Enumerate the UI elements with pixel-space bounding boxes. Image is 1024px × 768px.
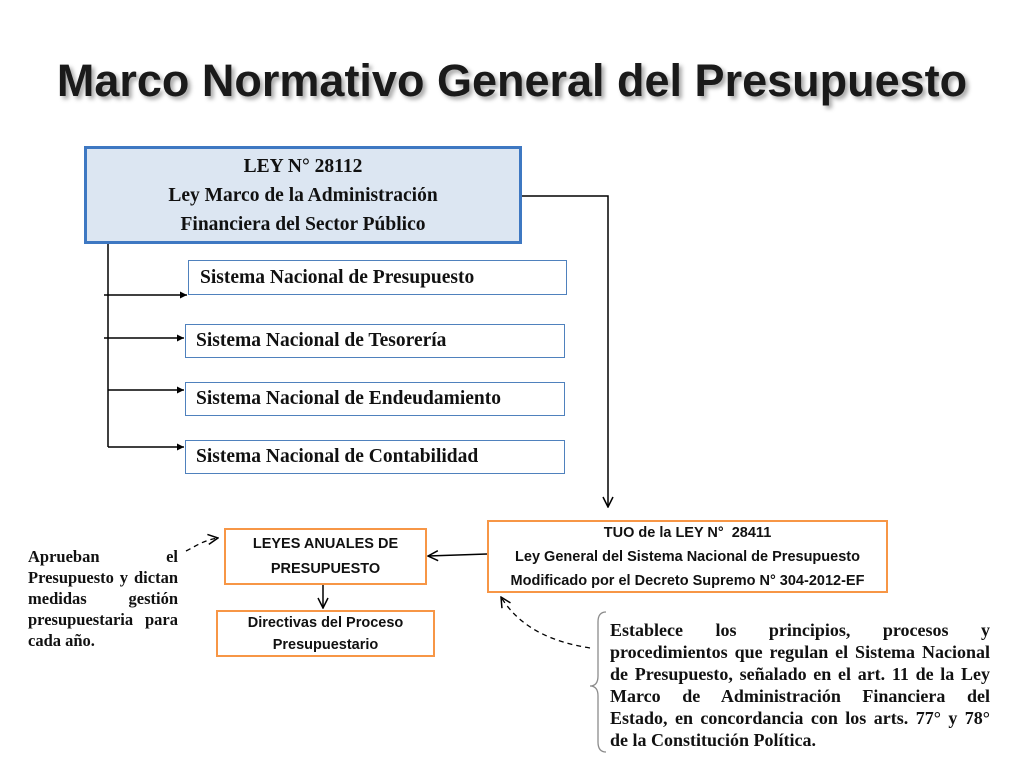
system-label: Sistema Nacional de Endeudamiento [196, 388, 501, 409]
system-box-tesoreria [185, 324, 565, 358]
slide-title: Marco Normativo General del Presupuesto [56, 55, 968, 106]
right-note-line: de Presupuesto, señalado en el art. 11 de la Ley [610, 664, 990, 684]
dashed-arrow-right-note [501, 597, 590, 648]
system-label: Sistema Nacional de Tesorería [196, 330, 447, 351]
system-box-presupuesto [188, 260, 567, 295]
right-note-line: Establece los principios, procesos y [610, 620, 990, 640]
left-note-line: presupuestaria para [28, 610, 178, 629]
right-note-line: Estado, en concordancia con los arts. 77° y 78° [610, 708, 990, 728]
tuo-ley-28411-box [487, 520, 888, 593]
ley-28112-box [84, 146, 522, 244]
right-note-brace [590, 612, 606, 752]
right-note [610, 619, 990, 751]
system-label: Sistema Nacional de Contabilidad [196, 446, 479, 467]
right-note-line: de la Constitución Política. [610, 730, 816, 750]
system-box-contabilidad [185, 440, 565, 474]
directivas-line1: Directivas del Proceso [247, 614, 404, 631]
leyes-anuales-line1: LEYES ANUALES DE [252, 535, 399, 552]
tuo-modification: Modificado por el Decreto Supremo N° 304-2012-EF [510, 572, 865, 589]
left-note-line: Presupuesto y dictan [28, 568, 178, 587]
leyes-anuales-line2: PRESUPUESTO [270, 560, 381, 577]
ley-28112-name-line1: Ley Marco de la Administración [168, 184, 438, 206]
left-note-line: medidas gestión [28, 589, 178, 608]
left-note [28, 546, 178, 651]
system-label: Sistema Nacional de Presupuesto [200, 266, 475, 288]
ley-28112-number: LEY N° 28112 [243, 155, 363, 177]
directivas-box [216, 610, 435, 657]
left-note-line: Aprueban el [28, 547, 178, 566]
tuo-title: TUO de la LEY N° 28411 [603, 524, 772, 541]
system-box-endeudamiento [185, 382, 565, 416]
arrow-tuo-to-leyes-anuales [428, 554, 487, 556]
ley-28112-name-line2: Financiera del Sector Público [180, 213, 426, 235]
leyes-anuales-box [224, 528, 427, 585]
directivas-line2: Presupuestario [272, 636, 379, 653]
tuo-law-name: Ley General del Sistema Nacional de Presupuesto [515, 548, 860, 565]
right-note-line: Marco de Administración Financiera del [610, 686, 990, 706]
dashed-arrow-left-note [186, 538, 218, 551]
left-note-line: cada año. [28, 631, 95, 650]
right-note-line: procedimientos que regulan el Sistema Nacional [610, 642, 990, 662]
